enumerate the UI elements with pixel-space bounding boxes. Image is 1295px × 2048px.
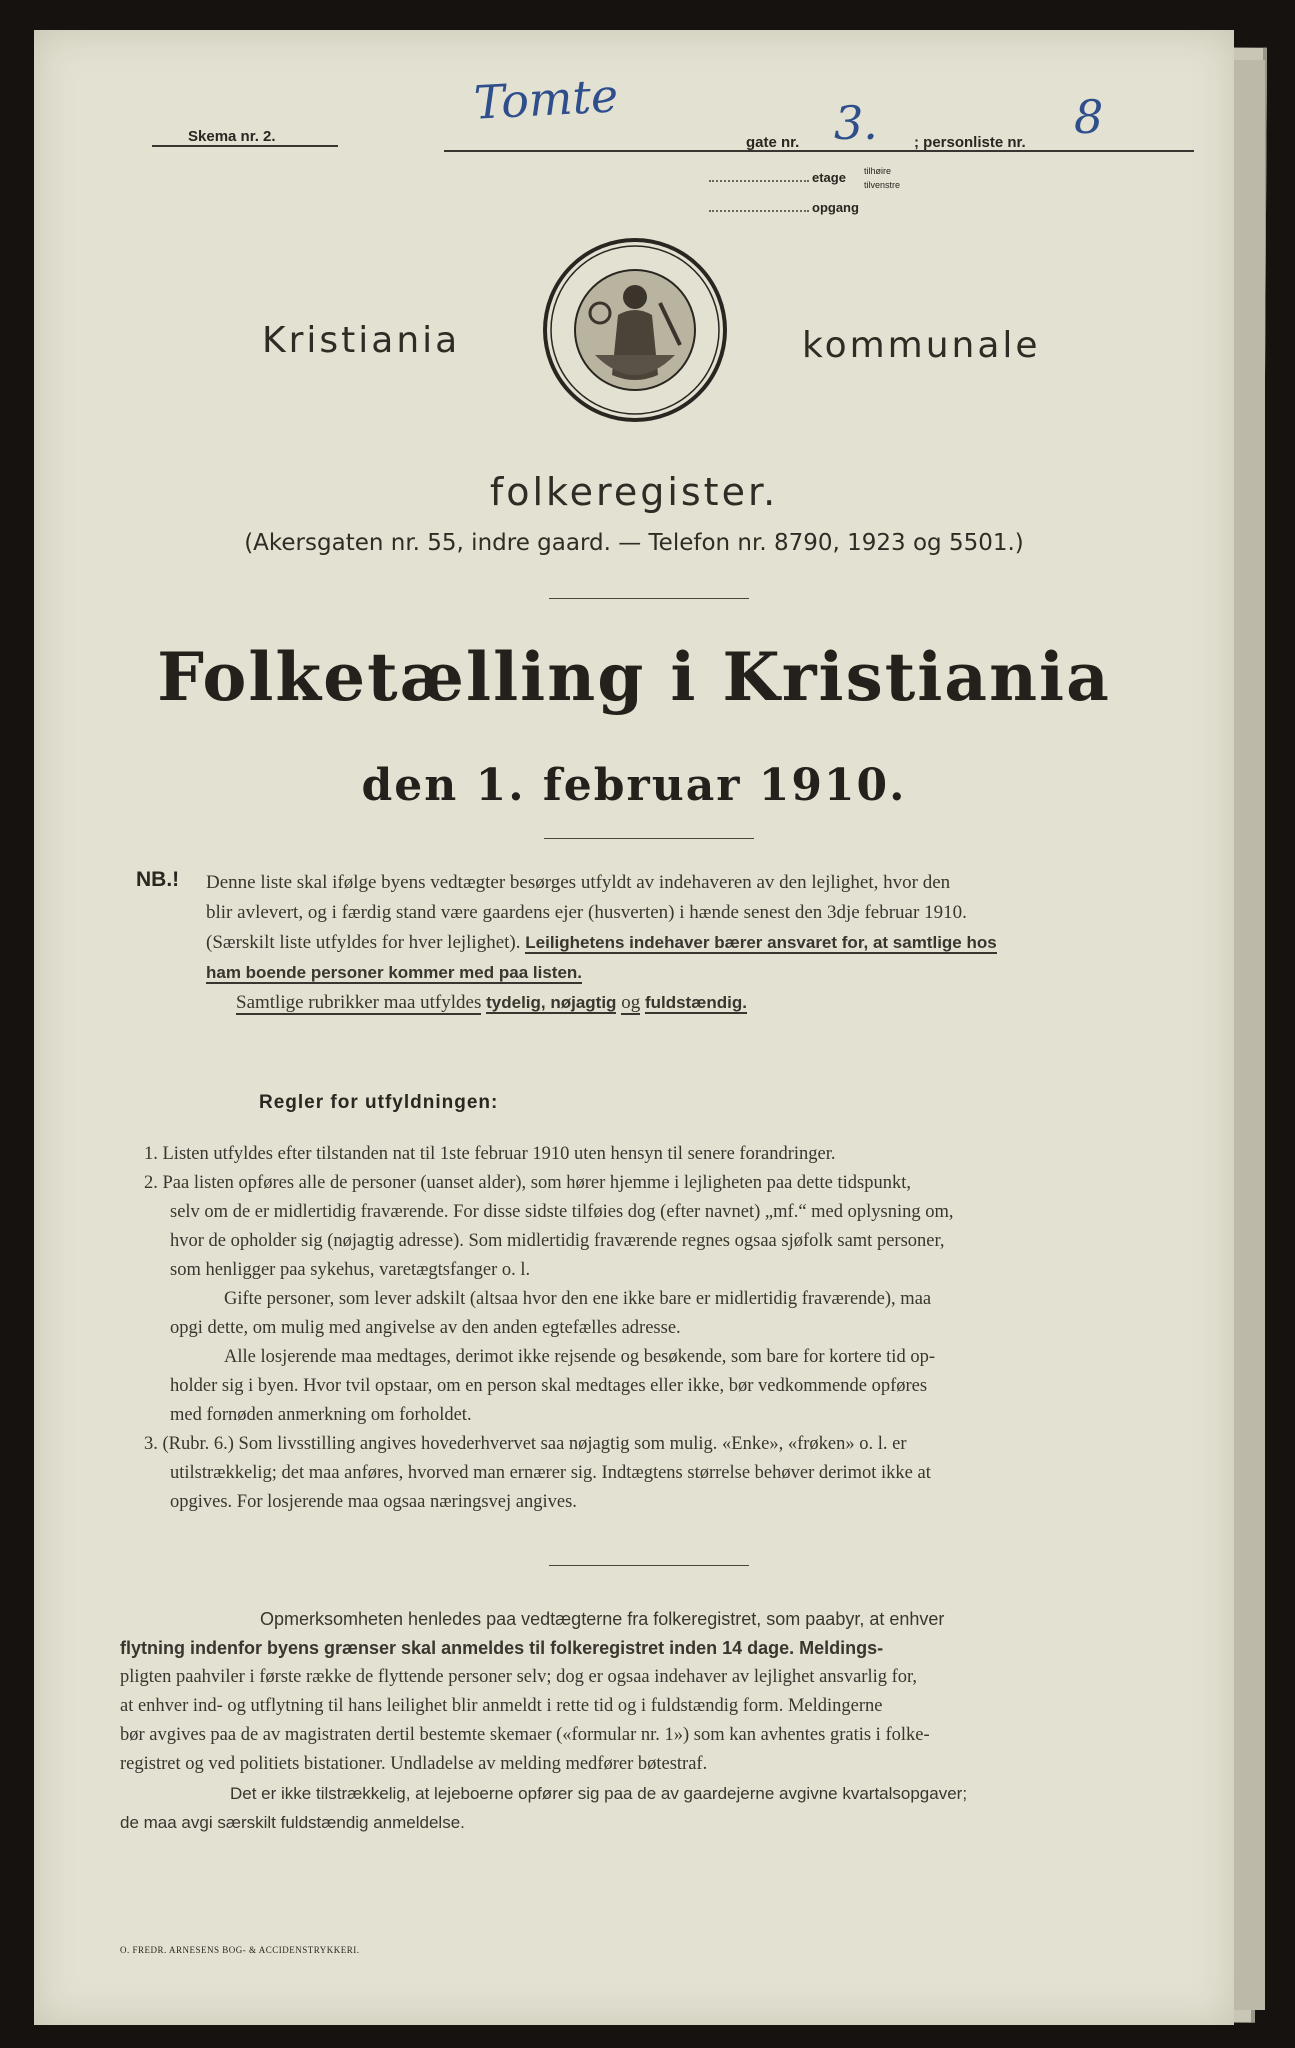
office-right: kommunale — [802, 325, 1041, 366]
nb-line-5b: tydelig, nøjagtig — [486, 993, 617, 1012]
rule-line: 1. Listen utfyldes efter tilstanden nat til 1ste februar 1910 uten hensyn til senere forandringer. — [144, 1144, 836, 1164]
tilhoire-label: tilhøire — [864, 166, 892, 176]
opgang-dots — [709, 210, 809, 212]
title-date: den 1. februar 1910. — [361, 760, 907, 811]
rule-line: holder sig i byen. Hvor tvil opstaar, om en person skal medtages eller ikke, bør vedkommende opføres — [170, 1376, 928, 1396]
rule-line: Alle losjerende maa medtages, derimot ikke rejsende og besøkende, som bare for kortere tid op- — [224, 1347, 935, 1367]
nb-line-5d: fuldstændig. — [644, 993, 747, 1012]
rules-list — [144, 1140, 1204, 1517]
rule-line: selv om de er midlertidig fraværende. For disse sidste tilføies dog (efter navnet) „mf.“ med oplysning om, — [170, 1202, 954, 1222]
rule-line: 2. Paa listen opføres alle de personer (uanset alder), som hører hjemme i lejligheten paa dette tidspunkt, — [144, 1173, 911, 1193]
census-form-page — [34, 30, 1234, 2025]
nb-line-4-bold: ham boende personer kommer med paa listen. — [206, 963, 583, 982]
personliste-label: ; personliste nr. — [914, 134, 1026, 151]
notice-block — [120, 1605, 1210, 1837]
kristiania-seal — [540, 235, 730, 425]
rule-line: opgi dette, om mulig med angivelse av den anden egtefælles adresse. — [170, 1318, 681, 1338]
rule-line: opgives. For losjerende maa ogsaa næringsvej angives. — [170, 1492, 577, 1512]
rule-line: hvor de opholder sig (nøjagtig adresse). Som midlertidig fraværende regnes ogsaa sjøfolk samt personer, — [170, 1231, 945, 1251]
form-number: Skema nr. 2. — [152, 128, 338, 147]
nb-text — [206, 868, 1206, 1018]
nb-line-4 — [206, 958, 1206, 988]
office-center: folkeregister. — [489, 470, 779, 514]
divider-3 — [549, 1565, 749, 1566]
gate-number: 3. — [834, 96, 878, 150]
rule-line: som henligger paa sykehus, varetægtsfanger o. l. — [170, 1260, 531, 1280]
rule-line: med fornøden anmerkning om forholdet. — [170, 1405, 472, 1425]
divider-2 — [544, 838, 754, 839]
nb-line-3 — [206, 928, 1206, 958]
printer-credit: O. FREDR. ARNESENS BOG- & ACCIDENSTRYKKERI. — [120, 1945, 360, 1955]
opgang-label: opgang — [812, 200, 859, 215]
personliste-number: 8 — [1074, 90, 1104, 144]
nb-line-3-bold: Leilighetens indehaver bærer ansvaret for, at samtlige hos — [525, 933, 997, 952]
etage-dots — [709, 180, 809, 182]
divider-1 — [549, 598, 749, 599]
street-line — [444, 148, 1194, 152]
nb-line-1: Denne liste skal ifølge byens vedtægter besørges utfyldt av indehaveren av den lejlighet, hvor den — [206, 872, 951, 893]
notice-line: registret og ved politiets bistationer. Undladelse av melding medfører bøtestraf. — [120, 1754, 708, 1774]
rule-line: Gifte personer, som lever adskilt (altsaa hvor den ene ikke bare er midlertidig fraværende), maa — [224, 1289, 932, 1309]
etage-label: etage — [812, 170, 846, 185]
notice-line: Det er ikke tilstrækkelig, at lejeboerne opfører sig paa de av gaardejerne avgivne kvartalsopgaver; — [230, 1784, 968, 1803]
rule-line: utilstrækkelig; det maa anføres, hvorved man ernærer sig. Indtægtens størrelse behøver derimot ikke at — [170, 1463, 931, 1483]
rule-line: 3. (Rubr. 6.) Som livsstilling angives hovederhvervet saa nøjagtig som mulig. «Enke», «frøken» o. l. er — [144, 1434, 907, 1454]
nb-line-5 — [206, 988, 1206, 1018]
notice-line: flytning indenfor byens grænser skal anmeldes til folkeregistret inden 14 dage. Meldings- — [120, 1638, 884, 1658]
notice-line: at enhver ind- og utflytning til hans leilighet blir anmeldt i rette tid og i fuldstændig form. Meldingerne — [120, 1696, 883, 1716]
nb-line-5a: Samtlige rubrikker maa utfyldes — [236, 992, 482, 1013]
tilvenstre-label: tilvenstre — [864, 180, 901, 190]
office-left: Kristiania — [262, 320, 461, 361]
nb-label: NB.! — [136, 868, 180, 891]
nb-line-5c: og — [621, 992, 641, 1013]
nb-line-3-text: (Særskilt liste utfyldes for hver lejlighet). — [206, 932, 521, 953]
rules-heading: Regler for utfyldningen: — [259, 1092, 499, 1113]
main-title: Folketælling i Kristiania — [157, 638, 1111, 716]
notice-line: pligten paahviler i første række de flyttende personer selv; dog er ogsaa indehaver av lejlighet ansvarlig for, — [120, 1667, 918, 1687]
office-address: (Akersgaten nr. 55, indre gaard. — Telefon nr. 8790, 1923 og 5501.) — [244, 530, 1024, 556]
notice-line: de maa avgi særskilt fuldstændig anmeldelse. — [120, 1813, 465, 1832]
notice-line: Opmerksomheten henledes paa vedtægterne fra folkeregistret, som paabyr, at enhver — [260, 1609, 945, 1629]
nb-line-2: blir avlevert, og i færdig stand være gaardens ejer (husverten) i hænde senest den 3dje februar 1910. — [206, 902, 967, 923]
street-handwritten: Tomte — [472, 68, 620, 130]
notice-line: bør avgives paa de av magistraten dertil bestemte skemaer («formular nr. 1») som kan avhentes gratis i folke- — [120, 1725, 930, 1745]
gate-label: gate nr. — [746, 134, 800, 151]
